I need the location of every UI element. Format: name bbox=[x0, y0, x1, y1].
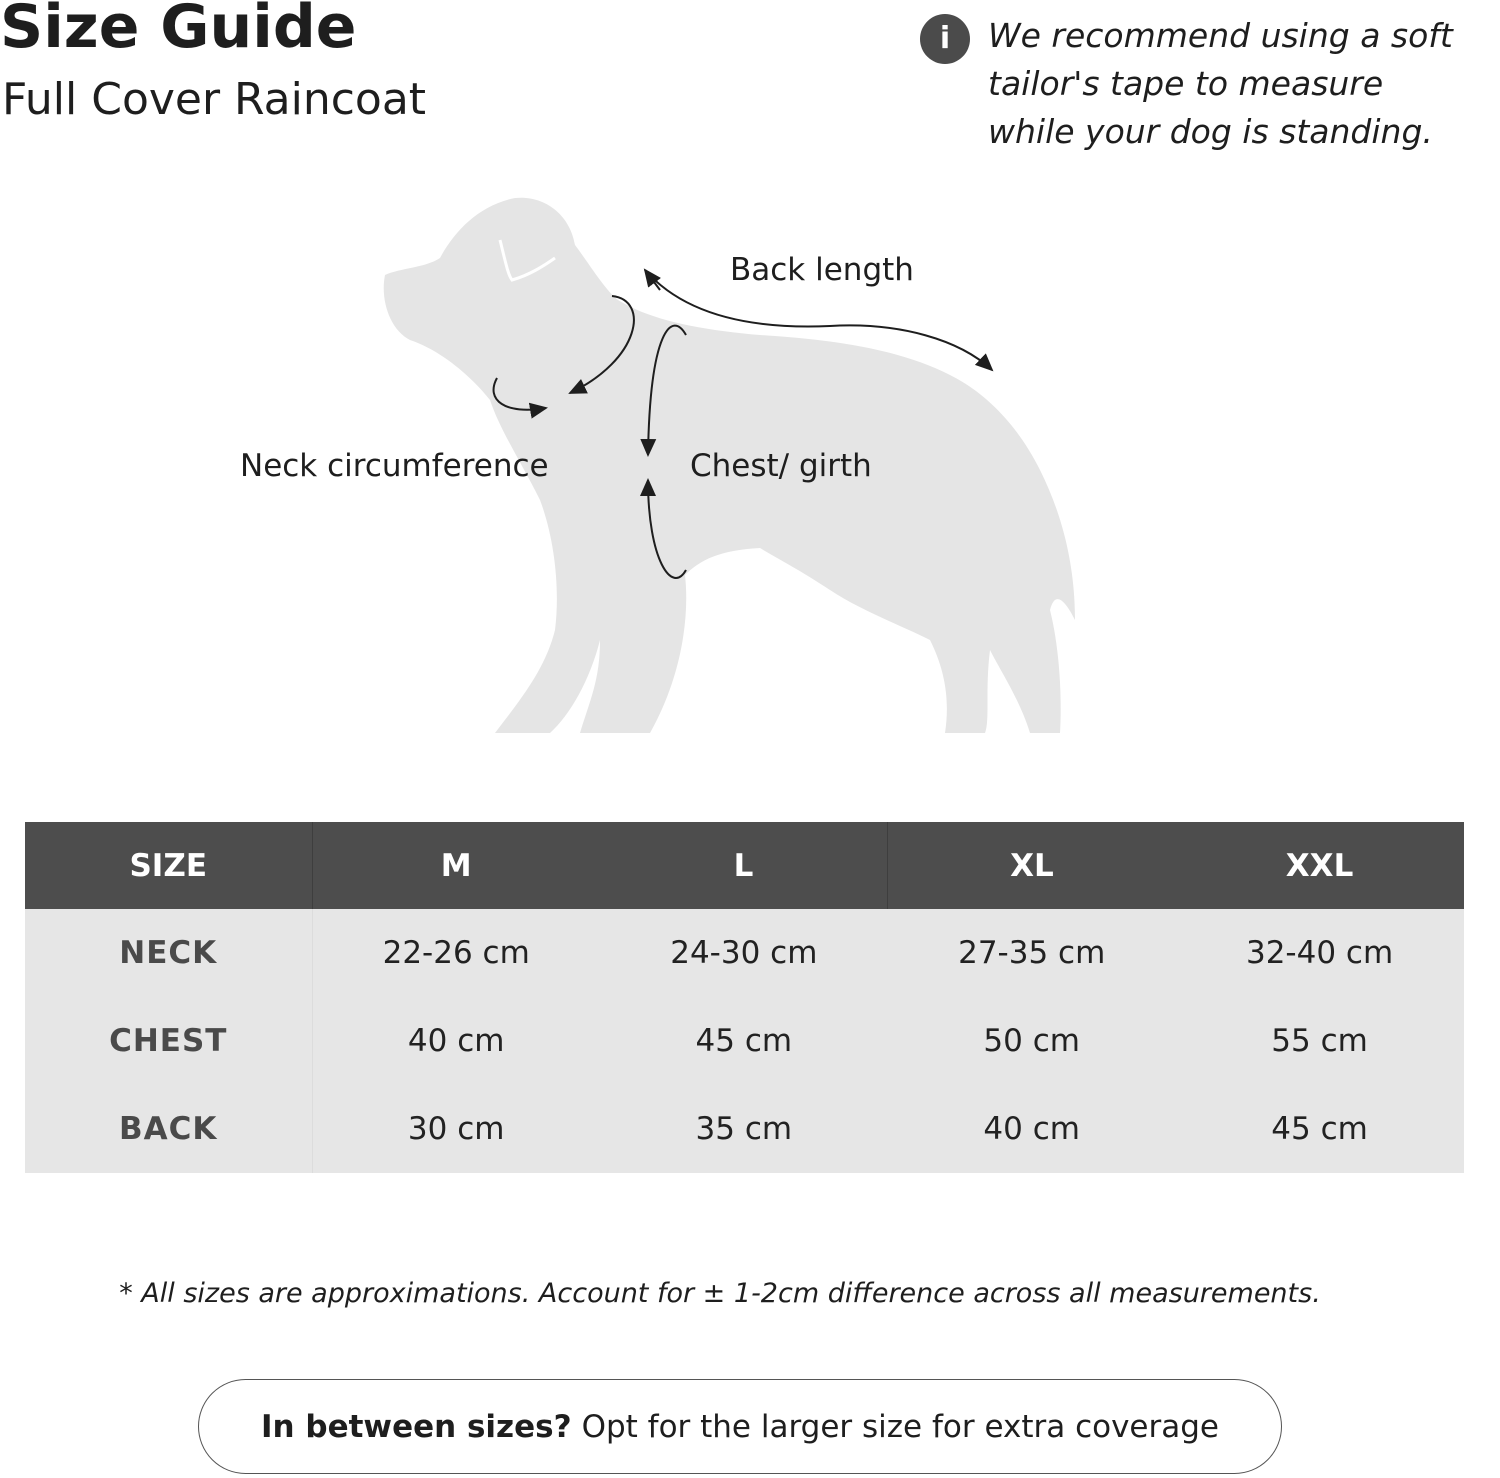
table-cell: 35 cm bbox=[600, 1085, 888, 1173]
header-l: L bbox=[600, 822, 888, 909]
info-icon: i bbox=[920, 14, 970, 64]
table-cell: 50 cm bbox=[888, 997, 1176, 1085]
tip-line: while your dog is standing. bbox=[988, 112, 1433, 151]
callout-bold: In between sizes? bbox=[261, 1408, 572, 1445]
row-label-neck: NECK bbox=[25, 909, 312, 997]
page-title: Size Guide bbox=[0, 0, 357, 62]
table-cell: 30 cm bbox=[312, 1085, 600, 1173]
row-label-back: BACK bbox=[25, 1085, 312, 1173]
tip-line: We recommend using a soft bbox=[988, 16, 1453, 55]
chest-girth-label: Chest/ girth bbox=[690, 448, 872, 484]
header-xxl: XXL bbox=[1176, 822, 1464, 909]
size-table bbox=[25, 822, 1464, 1173]
table-cell: 32-40 cm bbox=[1176, 909, 1464, 997]
header-size: SIZE bbox=[25, 822, 312, 909]
tip-line: tailor's tape to measure bbox=[988, 64, 1384, 103]
table-row bbox=[25, 1085, 1464, 1173]
dog-measurement-diagram bbox=[0, 180, 1500, 760]
table-row bbox=[25, 909, 1464, 997]
footnote: * All sizes are approximations. Account for ± 1-2cm difference across all measurements. bbox=[119, 1278, 1321, 1309]
table-header-row bbox=[25, 822, 1464, 909]
back-length-label: Back length bbox=[730, 252, 914, 288]
table-cell: 40 cm bbox=[888, 1085, 1176, 1173]
header-xl: XL bbox=[888, 822, 1176, 909]
table-cell: 40 cm bbox=[312, 997, 600, 1085]
table-cell: 24-30 cm bbox=[600, 909, 888, 997]
neck-circumference-label: Neck circumference bbox=[240, 448, 549, 484]
table-cell: 22-26 cm bbox=[312, 909, 600, 997]
table-cell: 45 cm bbox=[1176, 1085, 1464, 1173]
row-label-chest: CHEST bbox=[25, 997, 312, 1085]
tip-text bbox=[988, 12, 1500, 156]
callout-text: Opt for the larger size for extra coverage bbox=[581, 1408, 1219, 1445]
table-row bbox=[25, 997, 1464, 1085]
table-cell: 27-35 cm bbox=[888, 909, 1176, 997]
header-m: M bbox=[312, 822, 600, 909]
in-between-sizes-callout bbox=[198, 1379, 1282, 1474]
table-cell: 55 cm bbox=[1176, 997, 1464, 1085]
page-subtitle: Full Cover Raincoat bbox=[2, 74, 427, 125]
table-cell: 45 cm bbox=[600, 997, 888, 1085]
